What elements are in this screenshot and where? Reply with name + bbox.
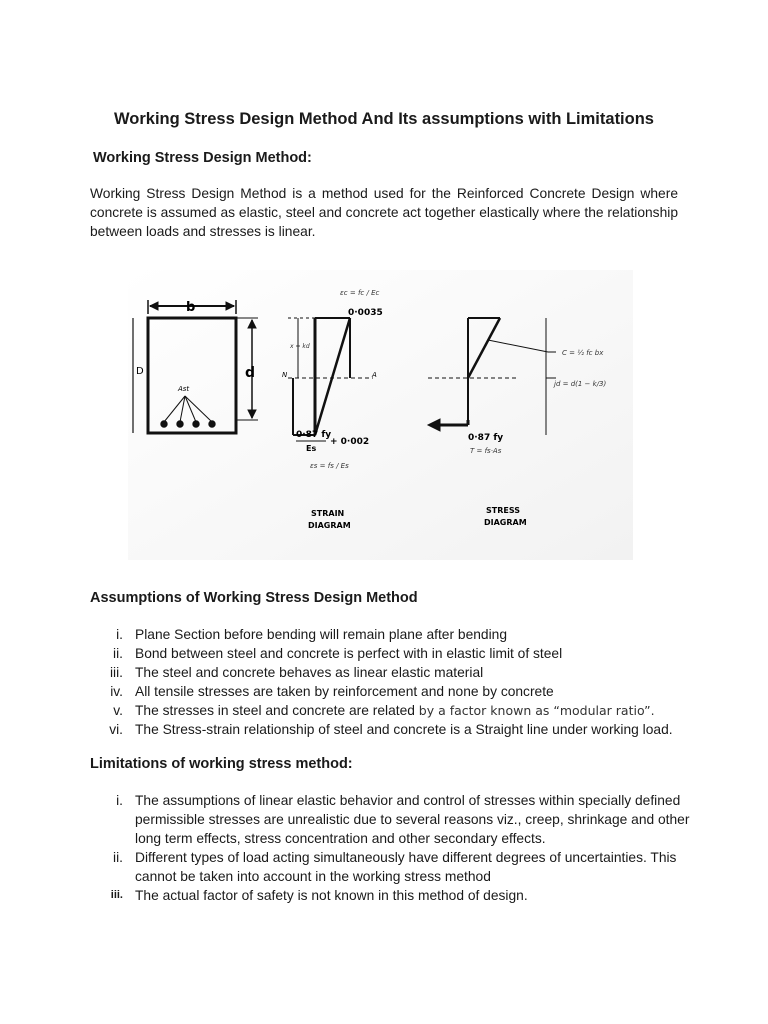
label-D: D bbox=[136, 366, 144, 377]
strain-caption-1: STRAIN bbox=[311, 509, 345, 518]
section-heading: Working Stress Design Method: bbox=[93, 150, 312, 166]
stress-strain-figure bbox=[128, 270, 633, 560]
strain-formula-top: εc = fc / Ec bbox=[340, 289, 380, 297]
page-title: Working Stress Design Method And Its assumptions with Limitations bbox=[114, 110, 654, 128]
assumptions-list bbox=[90, 625, 690, 739]
list-item: v. The stresses in steel and concrete are related by a factor known as “modular ratio”. bbox=[113, 703, 655, 718]
stress-T: T = fs·As bbox=[470, 447, 502, 455]
strain-es: Es bbox=[306, 444, 317, 453]
strain-formula-bottom: εs = fs / Es bbox=[310, 462, 349, 470]
label-b: b bbox=[186, 300, 196, 315]
stress-caption-2: DIAGRAM bbox=[484, 518, 527, 527]
list-item: i. Plane Section before bending will remain plane after bending bbox=[116, 627, 507, 642]
limitations-list bbox=[90, 791, 690, 905]
list-item: iii. The steel and concrete behaves as linear elastic material bbox=[109, 665, 484, 680]
strain-caption-2: DIAGRAM bbox=[308, 521, 351, 530]
label-x: x = kd bbox=[290, 343, 310, 350]
list-item: vi. The Stress-strain relationship of steel and concrete is a Straight line under working load. bbox=[109, 722, 673, 737]
stress-caption-1: STRESS bbox=[486, 506, 521, 515]
stress-jd: jd = d(1 − k/3) bbox=[554, 380, 607, 388]
label-A: A bbox=[372, 371, 377, 379]
strain-bottom: 0·87 fy bbox=[296, 430, 332, 440]
list-item: iii. The actual factor of safety is not known in this method of design. bbox=[110, 888, 528, 903]
strain-top: 0·0035 bbox=[348, 308, 383, 318]
label-d: d bbox=[245, 365, 256, 381]
list-item: ii. Different types of load acting simultaneously have different degrees of uncertainties. This cannot be taken into account in the working stress method bbox=[113, 850, 677, 884]
label-N: N bbox=[282, 371, 288, 379]
list-item: i. The assumptions of linear elastic behavior and control of stresses within specially defined permissible stresses are unrealistic due to several reasons viz., creep, shrinkage and other long term effects, stress concentration and other secondary effects. bbox=[116, 793, 690, 846]
intro-paragraph: Working Stress Design Method is a method used for the Reinforced Concrete Design where concrete is assumed as elastic, steel and concrete act together elastically where the relationship between loads and stresses is linear. bbox=[90, 186, 678, 239]
list-item: ii. Bond between steel and concrete is perfect with in elastic limit of steel bbox=[113, 646, 563, 661]
label-ast: Ast bbox=[178, 385, 190, 393]
stress-bottom: 0·87 fy bbox=[468, 433, 504, 443]
limitations-heading: Limitations of working stress method: bbox=[90, 756, 353, 772]
strain-plus: + 0·002 bbox=[330, 437, 370, 447]
stress-C: C = ½ fc bx bbox=[562, 349, 604, 357]
assumptions-heading: Assumptions of Working Stress Design Method bbox=[90, 590, 418, 606]
list-item: iv. All tensile stresses are taken by reinforcement and none by concrete bbox=[110, 684, 554, 699]
